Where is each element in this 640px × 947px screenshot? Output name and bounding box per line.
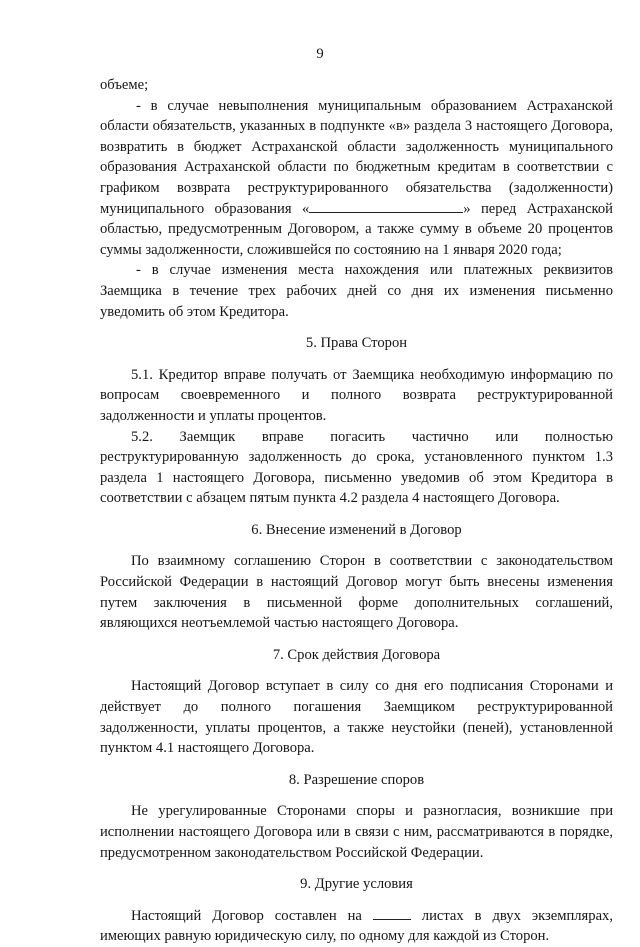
section-8-title: 8. Разрешение споров	[288, 771, 425, 788]
section-7-paragraph-1: Настоящий Договор вступает в силу со дня его подписания Сторонами и действует до полного погашения Заемщиком реструктурированной задолженности, уплаты процентов, а также неустойки (пеней), установленной пунктом 4.1 настоящего Договора.	[100, 678, 613, 757]
municipality-name-placeholder: « »	[301, 200, 471, 217]
section-6-paragraph-1: По взаимному соглашению Сторон в соответствии с законодательством Российской Федерации в настоящий Договор могут быть внесены изменения путем заключения в письменной форме дополнительных соглашений, являющихся неотъемлемой частью настоящего Договора.	[100, 553, 613, 632]
section-8-paragraph-1: Не урегулированные Сторонами споры и разногласия, возникшие при исполнении настоящего Договора или в связи с ним, рассматриваются в порядке, предусмотренном законодательством Российской Федерации.	[100, 803, 613, 861]
section-5-paragraph-2: 5.2. Заемщик вправе погасить частично или полностью реструктурированную задолженность до срока, установленного пунктом 1.3 раздела 1 настоящего Договора, письменно уведомив об этом Кредитора в соответствии с абзацем пятым пункта 4.2 раздела 4 настоящего Договора.	[100, 428, 613, 507]
obligation-return-debt	[100, 96, 613, 261]
obligation-notify-requisites: - в случае изменения места нахождения или платежных реквизитов Заемщика в течение трех рабочих дней со дня их изменения письменно уведомить об этом Кредитора.	[100, 262, 613, 320]
sheet-count-blank	[373, 907, 411, 920]
section-7-title: 7. Срок действия Договора	[272, 646, 441, 663]
section-5-paragraph-1: 5.1. Кредитор вправе получать от Заемщика необходимую информацию по вопросам своевременного и полного возврата реструктурированной задолженности и уплаты процентов.	[100, 366, 613, 424]
section-6-title: 6. Внесение изменений в Договор	[251, 521, 462, 538]
municipality-name-blank	[309, 200, 463, 213]
document-body	[100, 75, 613, 947]
intro-line: объеме;	[100, 77, 149, 93]
page-number: 9	[316, 46, 324, 62]
obligation-return-debt-continuation: перед Астраханской областью, предусмотренным Договором, а также сумму в объеме 20 процентов суммы задолженности, сложившейся по состоянию на 1 января 2020 года;	[100, 200, 613, 258]
section-5-title: 5. Права Сторон	[305, 335, 408, 352]
obligation-return-debt-text: - в случае невыполнения муниципальным образованием Астраханской области обязательств, указанных в подпункте «в» раздела 3 настоящего Договора, возвратить в бюджет Астраханской области задолженность муниципального образования Астраханской области по бюджетным кредитам в соответствии с графиком возврата реструктурированного обязательства (задолженности) муниципального образования	[100, 97, 613, 217]
section-9-title: 9. Другие условия	[300, 876, 413, 893]
section-9-paragraph-1: Настоящий Договор составлен на листах в двух экземплярах, имеющих равную юридическую силу, по одному для каждой из Сторон.	[100, 907, 613, 945]
